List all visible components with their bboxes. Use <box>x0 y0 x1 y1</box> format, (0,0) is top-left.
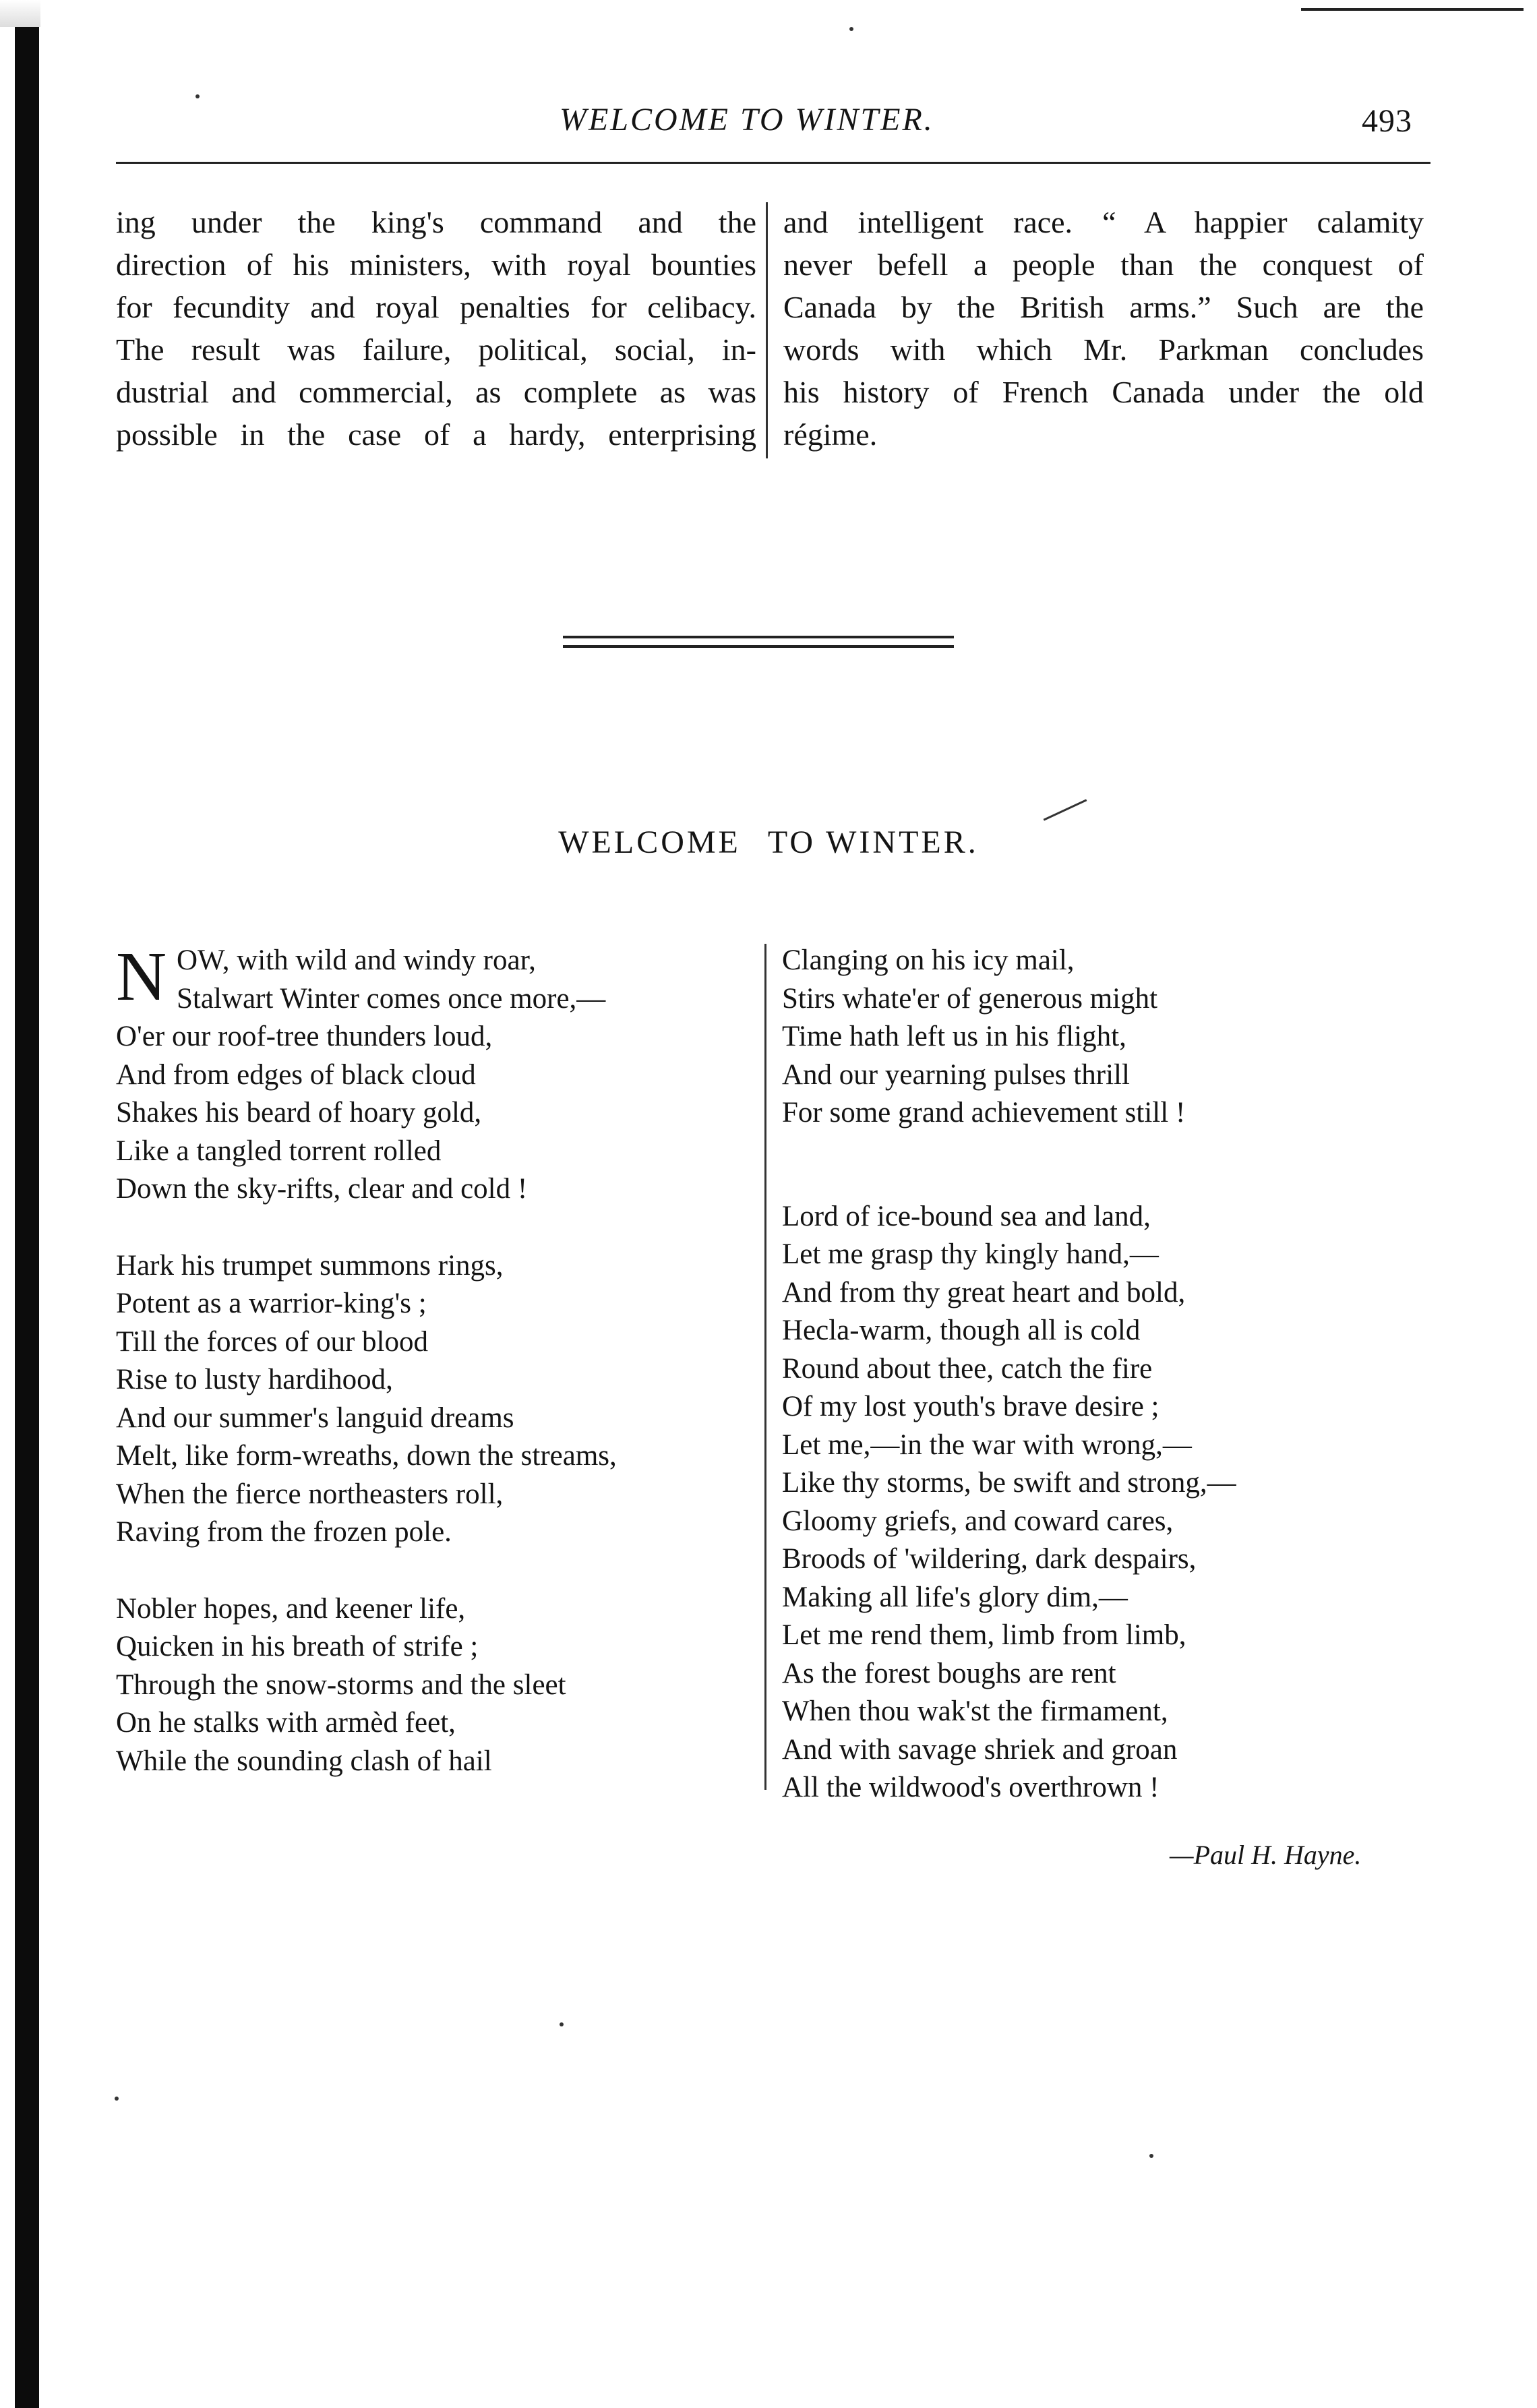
poem-line: When the fierce northeasters roll, <box>116 1478 504 1510</box>
scan-edge-rule <box>1301 8 1524 11</box>
poem-line: Like thy storms, be swift and strong,— <box>782 1467 1236 1499</box>
poem-line: And from edges of black cloud <box>116 1058 476 1091</box>
scan-speck <box>560 2022 564 2026</box>
poem-line: Rise to lusty hardihood, <box>116 1364 393 1395</box>
poem-line: Lord of ice-bound sea and land, <box>782 1200 1151 1232</box>
poem-line: And our summer's languid dreams <box>116 1402 514 1434</box>
stanza <box>782 942 1429 1133</box>
page-edge-shadow <box>0 0 40 27</box>
column-divider <box>766 202 768 458</box>
prose-line: his history of French Canada under the old <box>783 375 1424 409</box>
running-head-title: WELCOME TO WINTER. <box>560 102 934 138</box>
binding-gutter <box>15 27 39 2408</box>
poem-line: Hark his trumpet summons rings, <box>116 1249 504 1282</box>
prose-line: Canada by the British arms.” Such are the <box>783 290 1424 324</box>
poem-line: Stalwart Winter comes once more,— <box>177 982 606 1015</box>
poem-line: Quicken in his breath of strife ; <box>116 1631 479 1662</box>
poem-line: And from thy great heart and bold, <box>782 1276 1186 1308</box>
running-head <box>0 94 1537 148</box>
poem-line: Raving from the frozen pole. <box>116 1516 452 1548</box>
poem-line: Gloomy griefs, and coward cares, <box>782 1505 1174 1537</box>
poem-line: While the sounding clash of hail <box>116 1745 492 1777</box>
poem-line: Clanging on his icy mail, <box>782 944 1075 976</box>
prose-line: never befell a people than the conquest of <box>783 247 1424 282</box>
prose-line: dustrial and commercial, as complete as was <box>116 375 756 409</box>
poem-line: Of my lost youth's brave desire ; <box>782 1391 1159 1422</box>
poem-line: Let me,—in the war with wrong,— <box>782 1428 1192 1461</box>
prose-line: The result was failure, political, social, in- <box>116 332 756 367</box>
prose-line: ing under the king's command and the <box>116 205 756 239</box>
poem-line: Time hath left us in his flight, <box>782 1021 1126 1052</box>
prose-line: direction of his ministers, with royal bounties <box>116 247 756 282</box>
poem-line: On he stalks with armèd feet, <box>116 1707 456 1739</box>
stanza <box>116 938 750 1209</box>
poem-line: Potent as a warrior-king's ; <box>116 1288 427 1319</box>
poem-line: OW, with wild and windy roar, <box>177 944 536 976</box>
drop-cap: N <box>116 938 167 1015</box>
stanza-gap <box>782 1133 1429 1198</box>
stanza <box>116 1590 750 1781</box>
poem-line: Making all life's glory dim,— <box>782 1581 1128 1613</box>
poem-line: Down the sky-rifts, clear and cold ! <box>116 1173 528 1205</box>
poem-line: O'er our roof-tree thunders loud, <box>116 1021 493 1052</box>
poem-line: Broods of 'wildering, dark despairs, <box>782 1543 1197 1575</box>
column-divider <box>764 944 766 1790</box>
scan-speck <box>115 2097 119 2101</box>
poem-line: All the wildwood's overthrown ! <box>782 1772 1159 1803</box>
prose-line: for fecundity and royal penalties for celibacy. <box>116 290 756 324</box>
poem-line: When thou wak'st the firmament, <box>782 1695 1168 1727</box>
prose-left-column <box>116 201 756 456</box>
separator-rule <box>563 645 954 648</box>
poem-line: Let me grasp thy kingly hand,— <box>782 1238 1159 1270</box>
stanza <box>116 1247 750 1552</box>
prose-line: possible in the case of a hardy, enterprising <box>116 417 756 452</box>
poem-line: And our yearning pulses thrill <box>782 1058 1130 1091</box>
poem-line: Shakes his beard of hoary gold, <box>116 1097 482 1128</box>
poem-line: Round about thee, catch the fire <box>782 1352 1153 1385</box>
stanza-gap <box>116 1552 750 1590</box>
header-rule <box>116 162 1430 164</box>
prose-line: and intelligent race. “ A happier calamity <box>783 205 1424 239</box>
poem-line: Through the snow-storms and the sleet <box>116 1668 566 1701</box>
section-separator <box>563 636 954 649</box>
poem-line: Let me rend them, limb from limb, <box>782 1619 1186 1651</box>
poem-line: Hecla-warm, though all is cold <box>782 1315 1141 1346</box>
poem-line: For some grand achievement still ! <box>782 1097 1186 1128</box>
prose-line: words with which Mr. Parkman concludes <box>783 332 1424 367</box>
poem-line: Nobler hopes, and keener life, <box>116 1592 466 1625</box>
prose-line: régime. <box>783 417 878 452</box>
prose-right-column <box>783 201 1424 456</box>
scan-speck <box>1149 2154 1153 2158</box>
pencil-mark <box>1044 799 1087 820</box>
poem-line: Like a tangled torrent rolled <box>116 1135 442 1167</box>
poem-right-column <box>782 942 1429 1807</box>
poem-title-second: TO WINTER. <box>767 824 979 860</box>
poem-line: And with savage shriek and groan <box>782 1733 1178 1766</box>
poem-left-column <box>116 938 750 1780</box>
poem-line: Till the forces of our blood <box>116 1325 429 1358</box>
page-number: 493 <box>1362 103 1412 139</box>
poem-line: As the forest boughs are rent <box>782 1657 1116 1689</box>
stanza-gap <box>116 1209 750 1247</box>
poem-title-first: WELCOME <box>558 824 741 860</box>
poem-line: Stirs whate'er of generous might <box>782 982 1158 1015</box>
poem-attribution: —Paul H. Hayne. <box>1170 1840 1362 1870</box>
poem-line: Melt, like form-wreaths, down the streams, <box>116 1440 617 1472</box>
stanza <box>782 1198 1429 1807</box>
scan-speck <box>849 27 853 31</box>
poem-title <box>0 824 1537 861</box>
separator-rule <box>563 636 954 638</box>
